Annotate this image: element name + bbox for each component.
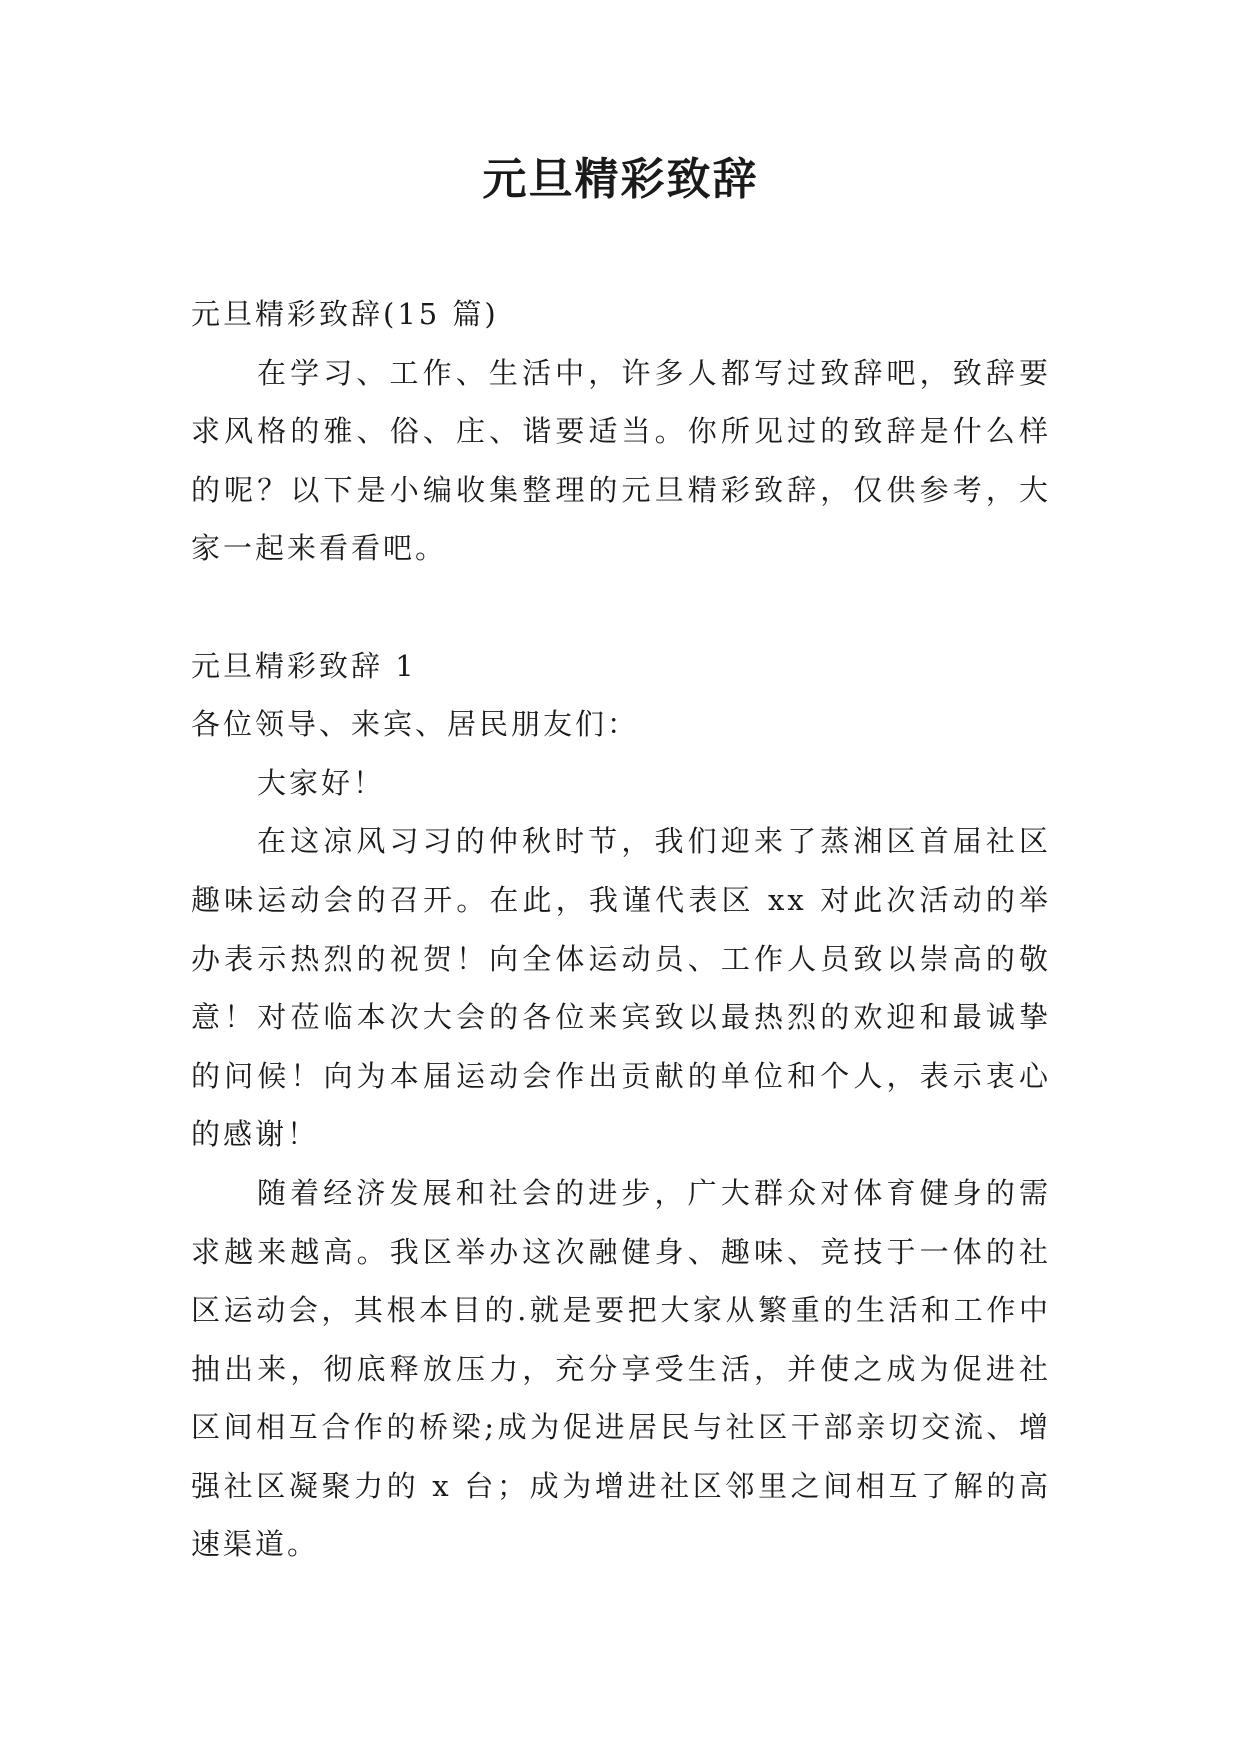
salutation: 各位领导、来宾、居民朋友们： xyxy=(191,707,640,742)
paragraph-spacer xyxy=(191,578,1051,637)
document-body xyxy=(191,285,1051,1574)
intro-paragraph: 在学习、工作、生活中，许多人都写过致辞吧，致辞要求风格的雅、俗、庄、谐要适当。你所见过的致辞是什么样的呢？以下是小编收集整理的元旦精彩致辞，仅供参考，大家一起来看看吧。 xyxy=(191,355,1051,566)
greeting: 大家好！ xyxy=(257,765,386,800)
body-paragraph-1: 在这凉风习习的仲秋时节，我们迎来了蒸湘区首届社区趣味运动会的召开。在此，我谨代表区 xx 对此次活动的举办表示热烈的祝贺！向全体运动员、工作人员致以崇高的敬意！对莅临本次大会的各位来宾致以最热烈的欢迎和最诚挚的问候！向为本届运动会作出贡献的单位和个人，表示衷心的感谢！ xyxy=(191,824,1051,1152)
body-paragraph-2: 随着经济发展和社会的进步，广大群众对体育健身的需求越来越高。我区举办这次融健身、趣味、竞技于一体的社区运动会，其根本目的.就是要把大家从繁重的生活和工作中抽出来，彻底释放压力，充分享受生活，并使之成为促进社区间相互合作的桥梁;成为促进居民与社区干部亲切交流、增强社区凝聚力的 x 台；成为增进社区邻里之间相互了解的高速渠道。 xyxy=(191,1175,1051,1562)
document-subtitle: 元旦精彩致辞(15 篇) xyxy=(191,297,499,331)
section-heading: 元旦精彩致辞 1 xyxy=(191,648,417,683)
document-title: 元旦精彩致辞 xyxy=(482,154,759,205)
